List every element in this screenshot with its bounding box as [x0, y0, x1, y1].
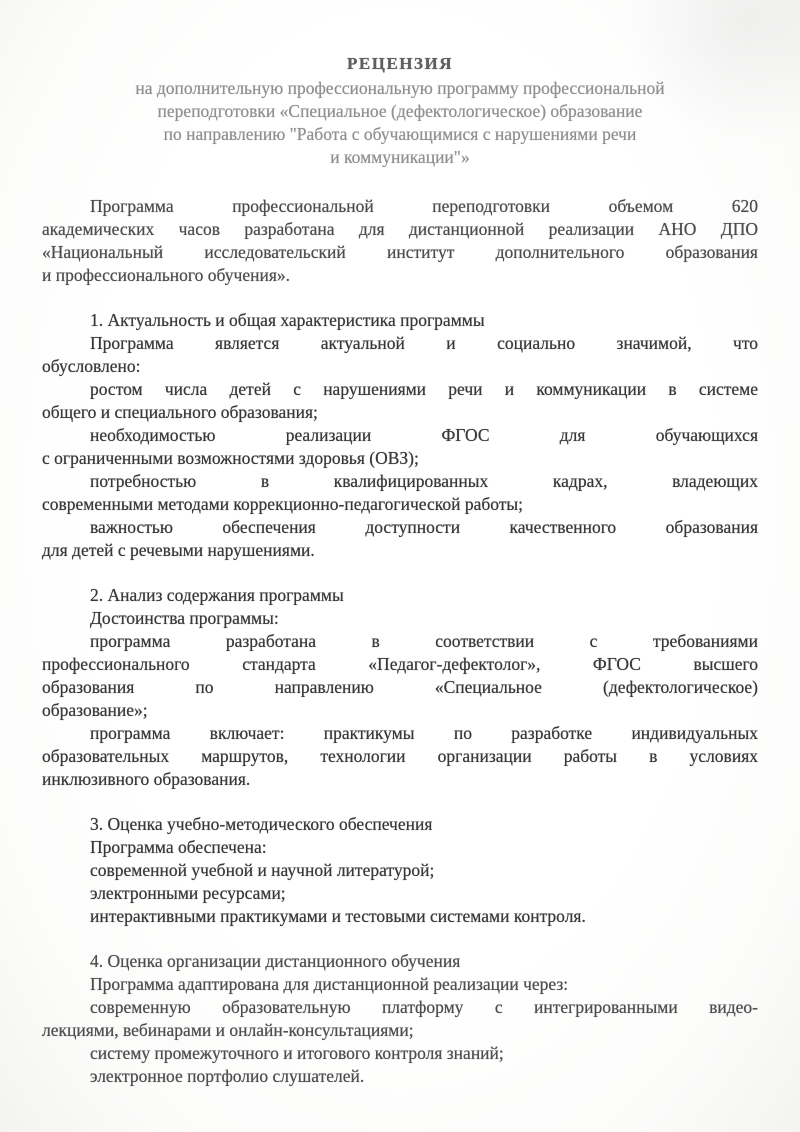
- section-2-content-analysis: [42, 584, 758, 791]
- text-line: программа включает: практикумы по разработке индивидуальных: [90, 723, 758, 743]
- text-line: лекциями, вебинарами и онлайн-консультациями;: [42, 1020, 414, 1040]
- text-line: 3. Оценка учебно-методического обеспечения: [90, 814, 433, 834]
- section-1-relevance: [42, 309, 758, 562]
- subtitle-line: на дополнительную профессиональную программу профессиональной: [135, 78, 665, 98]
- text-line: 4. Оценка организации дистанционного обучения: [90, 951, 461, 971]
- text-line: необходимостью реализации ФГОС для обучающихся: [90, 425, 758, 445]
- text-line: современную образовательную платформу с интегрированными видео-: [90, 997, 758, 1017]
- text-line: интерактивными практикумами и тестовыми системами контроля.: [90, 906, 586, 926]
- text-line: профессионального стандарта «Педагог-дефектолог», ФГОС высшего: [42, 654, 758, 674]
- text-line: академических часов разработана для дистанционной реализации АНО ДПО: [42, 219, 758, 239]
- document-body: [0, 195, 800, 1088]
- text-line: с ограниченными возможностями здоровья (ОВЗ);: [42, 448, 419, 468]
- text-line: образовательных маршрутов, технологии организации работы в условиях: [42, 746, 758, 766]
- text-line: электронное портфолио слушателей.: [90, 1066, 365, 1086]
- text-line: ростом числа детей с нарушениями речи и коммуникации в системе: [90, 379, 758, 399]
- section-4-distance-learning: [42, 950, 758, 1088]
- text-line: электронными ресурсами;: [90, 883, 286, 903]
- document-title: РЕЦЕНЗИЯ: [347, 54, 453, 73]
- text-line: потребностью в квалифицированных кадрах, владеющих: [90, 471, 758, 491]
- text-line: систему промежуточного и итогового контроля знаний;: [90, 1043, 504, 1063]
- text-line: Программа адаптирована для дистанционной реализации через:: [90, 974, 569, 994]
- text-line: образования по направлению «Специальное (дефектологическое): [42, 677, 758, 697]
- text-line: современной учебной и научной литературой;: [90, 860, 435, 880]
- subtitle-line: по направлению "Работа с обучающимися с нарушениями речи: [163, 124, 637, 144]
- text-line: Программа профессиональной переподготовки объемом 620: [90, 196, 758, 216]
- text-line: Достоинства программы:: [90, 608, 279, 628]
- subtitle-line: переподготовки «Специальное (дефектологическое) образование: [157, 101, 643, 121]
- text-line: 2. Анализ содержания программы: [90, 585, 344, 605]
- subtitle-line: и коммуникации"»: [330, 147, 470, 167]
- text-line: Программа обеспечена:: [90, 837, 267, 857]
- document-subtitle: [0, 77, 800, 169]
- text-line: 1. Актуальность и общая характеристика программы: [90, 310, 485, 330]
- text-line: и профессионального обучения».: [42, 265, 290, 285]
- text-line: обусловлено:: [42, 356, 141, 376]
- document-title-block: [0, 0, 800, 169]
- section-3-methodological-support: [42, 813, 758, 928]
- text-line: общего и специального образования;: [42, 402, 318, 422]
- text-line: для детей с речевыми нарушениями.: [42, 540, 315, 560]
- text-line: важностью обеспечения доступности качественного образования: [90, 517, 758, 537]
- text-line: «Национальный исследовательский институт дополнительного образования: [42, 242, 758, 262]
- text-line: Программа является актуальной и социально значимой, что: [90, 333, 758, 353]
- text-line: образование»;: [42, 700, 148, 720]
- text-line: программа разработана в соответствии с требованиями: [90, 631, 758, 651]
- text-line: инклюзивного образования.: [42, 769, 251, 789]
- intro-paragraph: [42, 195, 758, 287]
- text-line: современными методами коррекционно-педагогической работы;: [42, 494, 524, 514]
